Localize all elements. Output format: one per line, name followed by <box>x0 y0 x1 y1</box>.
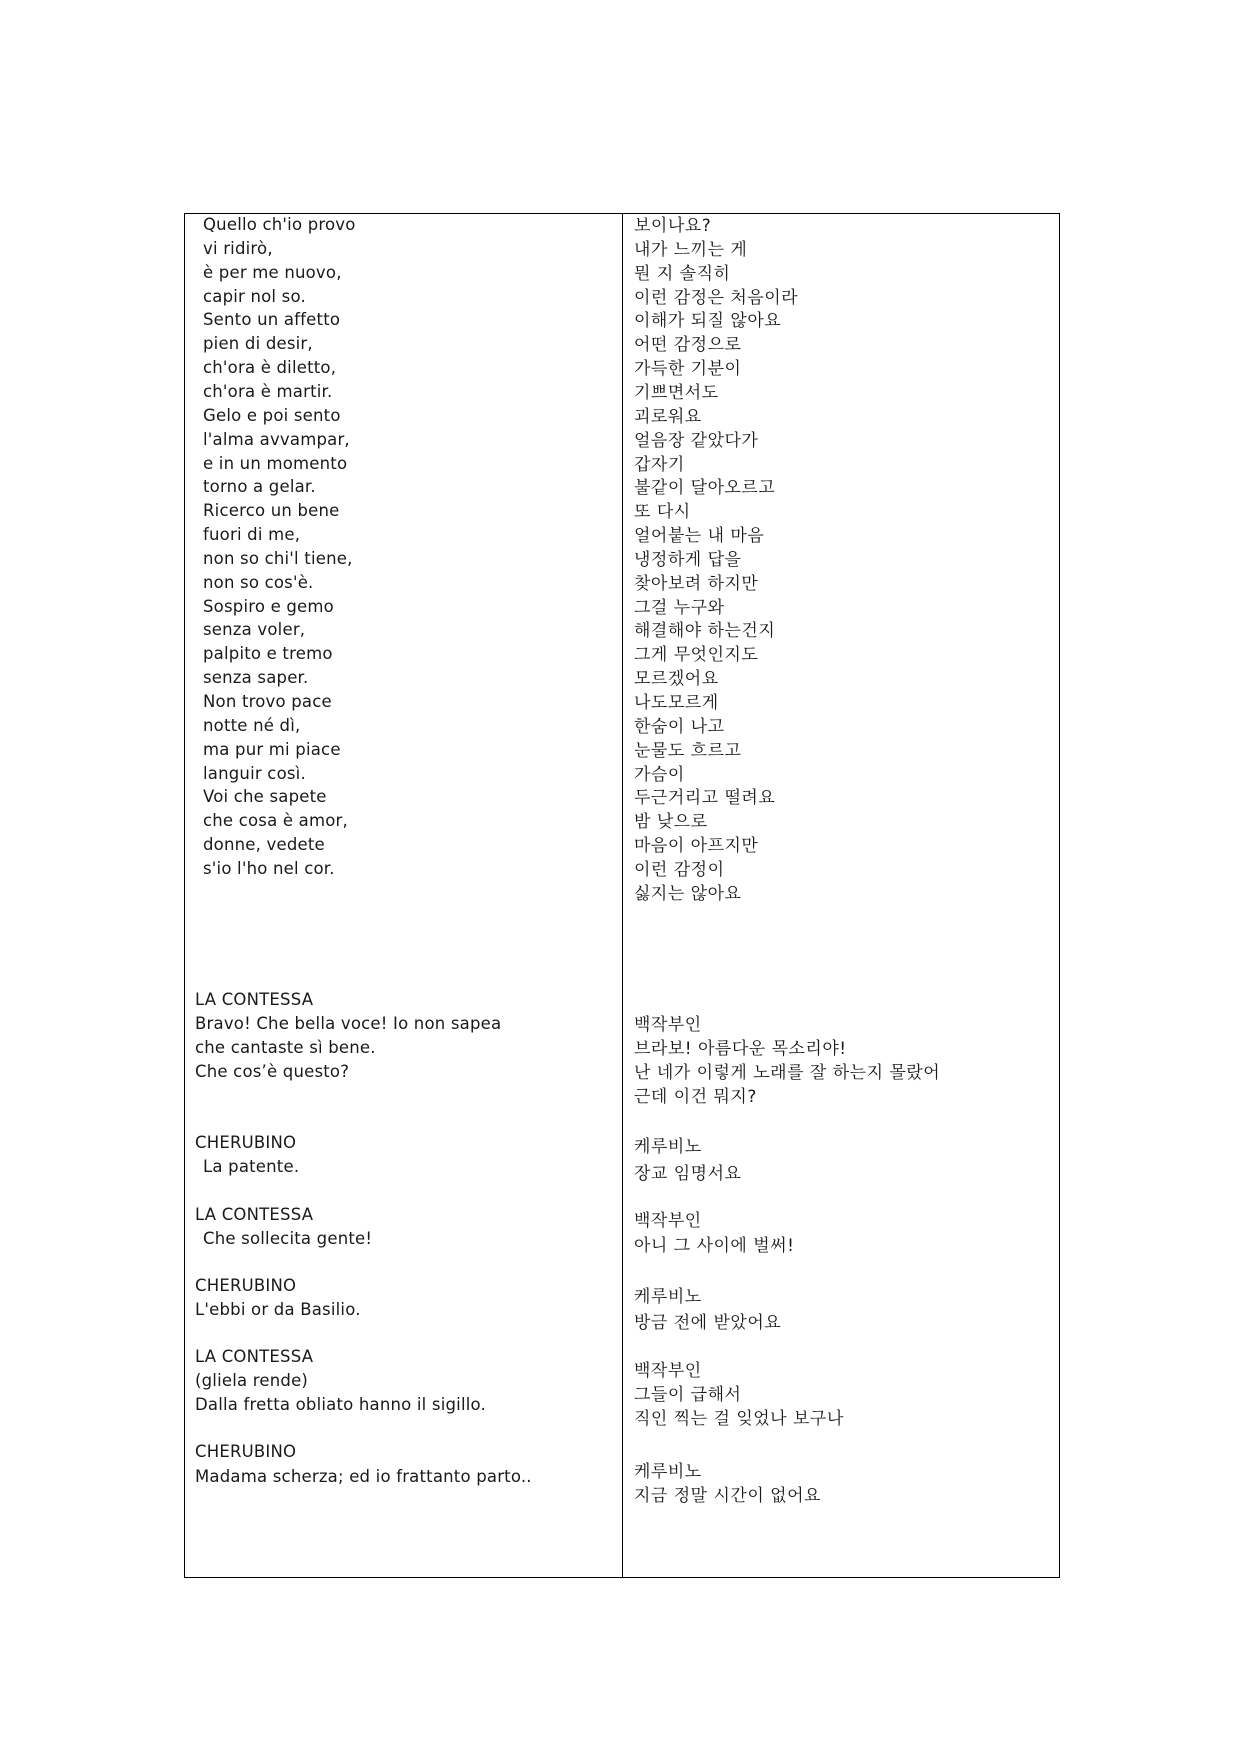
aria-line: pien di desir, <box>203 334 313 354</box>
italian-column <box>195 214 615 1577</box>
aria-line: senza voler, <box>203 620 306 640</box>
aria-line: notte né dì, <box>203 715 301 735</box>
aria-line: vi ridirò, <box>203 238 273 258</box>
aria-line: ch'ora è diletto, <box>203 358 337 378</box>
aria-line: Non trovo pace <box>203 692 332 711</box>
speaker-label: LA CONTESSA <box>195 990 314 1009</box>
dialogue-line: Dalla fretta obliato hanno il sigillo. <box>195 1395 486 1414</box>
aria-line: torno a gelar. <box>203 477 316 497</box>
speaker-label: 케루비노 <box>634 1462 702 1482</box>
aria-line: non so chi'l tiene, <box>203 548 353 568</box>
aria-line: Voi che sapete <box>203 787 327 807</box>
dialogue-line: 그들이 급해서 <box>634 1385 742 1405</box>
dialogue-line: 브라보! 아름다운 목소리야! <box>634 1039 847 1059</box>
aria-line: donne, vedete <box>203 835 325 855</box>
aria-line: 가득한 기분이 <box>634 359 742 380</box>
dialogue-line: La patente. <box>203 1157 300 1176</box>
aria-line: che cosa è amor, <box>203 811 348 831</box>
speaker-label: CHERUBINO <box>195 1276 297 1295</box>
aria-line: 찾아보려 하지만 <box>634 573 759 594</box>
aria-line: 내가 느끼는 게 <box>634 239 748 260</box>
aria-line: 보이나요? <box>634 216 712 236</box>
aria-line: Sospiro e gemo <box>203 596 334 616</box>
aria-line: 가슴이 <box>634 764 685 785</box>
aria-line: 그게 무엇인지도 <box>634 645 759 666</box>
libretto-table <box>184 213 1060 1578</box>
aria-line: 싫지는 않아요 <box>634 883 742 904</box>
aria-line: s'io l'ho nel cor. <box>203 858 335 878</box>
aria-line: 이런 감정은 처음이라 <box>634 287 799 308</box>
aria-line: 이런 감정이 <box>634 859 725 880</box>
speaker-label: 케루비노 <box>634 1137 702 1157</box>
speaker-label: LA CONTESSA <box>195 1347 314 1366</box>
dialogue-line: Che cos’è questo? <box>195 1062 350 1081</box>
dialogue-line: 방금 전에 받았어요 <box>634 1313 782 1333</box>
aria-line: ma pur mi piace <box>203 739 341 759</box>
aria-line: Sento un affetto <box>203 310 341 330</box>
aria-line: 기쁘면서도 <box>634 382 719 403</box>
aria-line: 한숨이 나고 <box>634 716 725 737</box>
aria-line: 마음이 아프지만 <box>634 836 759 857</box>
stage-direction: (gliela rende) <box>195 1371 309 1390</box>
aria-line: fuori di me, <box>203 525 301 545</box>
aria-line: ch'ora è martir. <box>203 381 333 401</box>
aria-line: senza saper. <box>203 668 309 688</box>
speaker-label: CHERUBINO <box>195 1133 297 1152</box>
aria-line: capir nol so. <box>203 286 306 306</box>
aria-line: 또 다시 <box>634 502 691 523</box>
aria-line: 두근거리고 떨려요 <box>634 788 776 809</box>
aria-line: 불같이 달아오르고 <box>634 478 776 499</box>
speaker-label: 백작부인 <box>634 1015 702 1035</box>
dialogue-line: Madama scherza; ed io frattanto parto.. <box>195 1467 532 1486</box>
dialogue-line: L'ebbi or da Basilio. <box>195 1300 361 1319</box>
column-divider <box>622 214 623 1577</box>
speaker-label: LA CONTESSA <box>195 1205 314 1224</box>
aria-line: languir così. <box>203 763 306 783</box>
dialogue-line: 장교 임명서요 <box>634 1164 742 1184</box>
aria-line: 얼어붙는 내 마음 <box>634 526 765 547</box>
dialogue-line: 직인 찍는 걸 잊었나 보구나 <box>634 1409 844 1429</box>
korean-column <box>634 214 1054 1577</box>
aria-line: 냉정하게 답을 <box>634 549 742 570</box>
dialogue-line: che cantaste sì bene. <box>195 1038 376 1057</box>
aria-line: Quello ch'io provo <box>203 215 356 234</box>
dialogue-line: 난 네가 이렇게 노래를 잘 하는지 몰랐어 <box>634 1063 941 1083</box>
dialogue-line: 아니 그 사이에 벌써! <box>634 1236 795 1256</box>
aria-line: 이해가 되질 않아요 <box>634 311 782 332</box>
dialogue-line: 근데 이건 뭐지? <box>634 1087 757 1107</box>
dialogue-line: Bravo! Che bella voce! Io non sapea <box>195 1014 502 1033</box>
aria-line: 해결해야 하는건지 <box>634 621 776 642</box>
aria-line: 눈물도 흐르고 <box>634 740 742 761</box>
aria-line: 나도모르게 <box>634 693 719 713</box>
aria-line: e in un momento <box>203 453 348 473</box>
aria-line: 뭔 지 솔직히 <box>634 263 731 284</box>
aria-line: 밤 낮으로 <box>634 812 708 833</box>
dialogue-line: Che sollecita gente! <box>203 1229 373 1248</box>
aria-line: 모르겠어요 <box>634 669 719 690</box>
aria-line: l'alma avvampar, <box>203 429 350 449</box>
aria-line: palpito e tremo <box>203 644 333 664</box>
speaker-label: 백작부인 <box>634 1361 702 1381</box>
speaker-label: 백작부인 <box>634 1211 702 1231</box>
aria-line: Gelo e poi sento <box>203 405 341 425</box>
dialogue-line: 지금 정말 시간이 없어요 <box>634 1486 821 1506</box>
aria-line: 그걸 누구와 <box>634 597 725 618</box>
speaker-label: 케루비노 <box>634 1287 702 1307</box>
aria-line: è per me nuovo, <box>203 262 342 282</box>
aria-line: Ricerco un bene <box>203 501 340 521</box>
aria-line: 괴로워요 <box>634 406 702 427</box>
aria-line: 어떤 감정으로 <box>634 335 742 356</box>
aria-line: non so cos'è. <box>203 572 314 592</box>
aria-line: 얼음장 같았다가 <box>634 430 759 451</box>
aria-line: 갑자기 <box>634 454 685 475</box>
speaker-label: CHERUBINO <box>195 1442 297 1461</box>
